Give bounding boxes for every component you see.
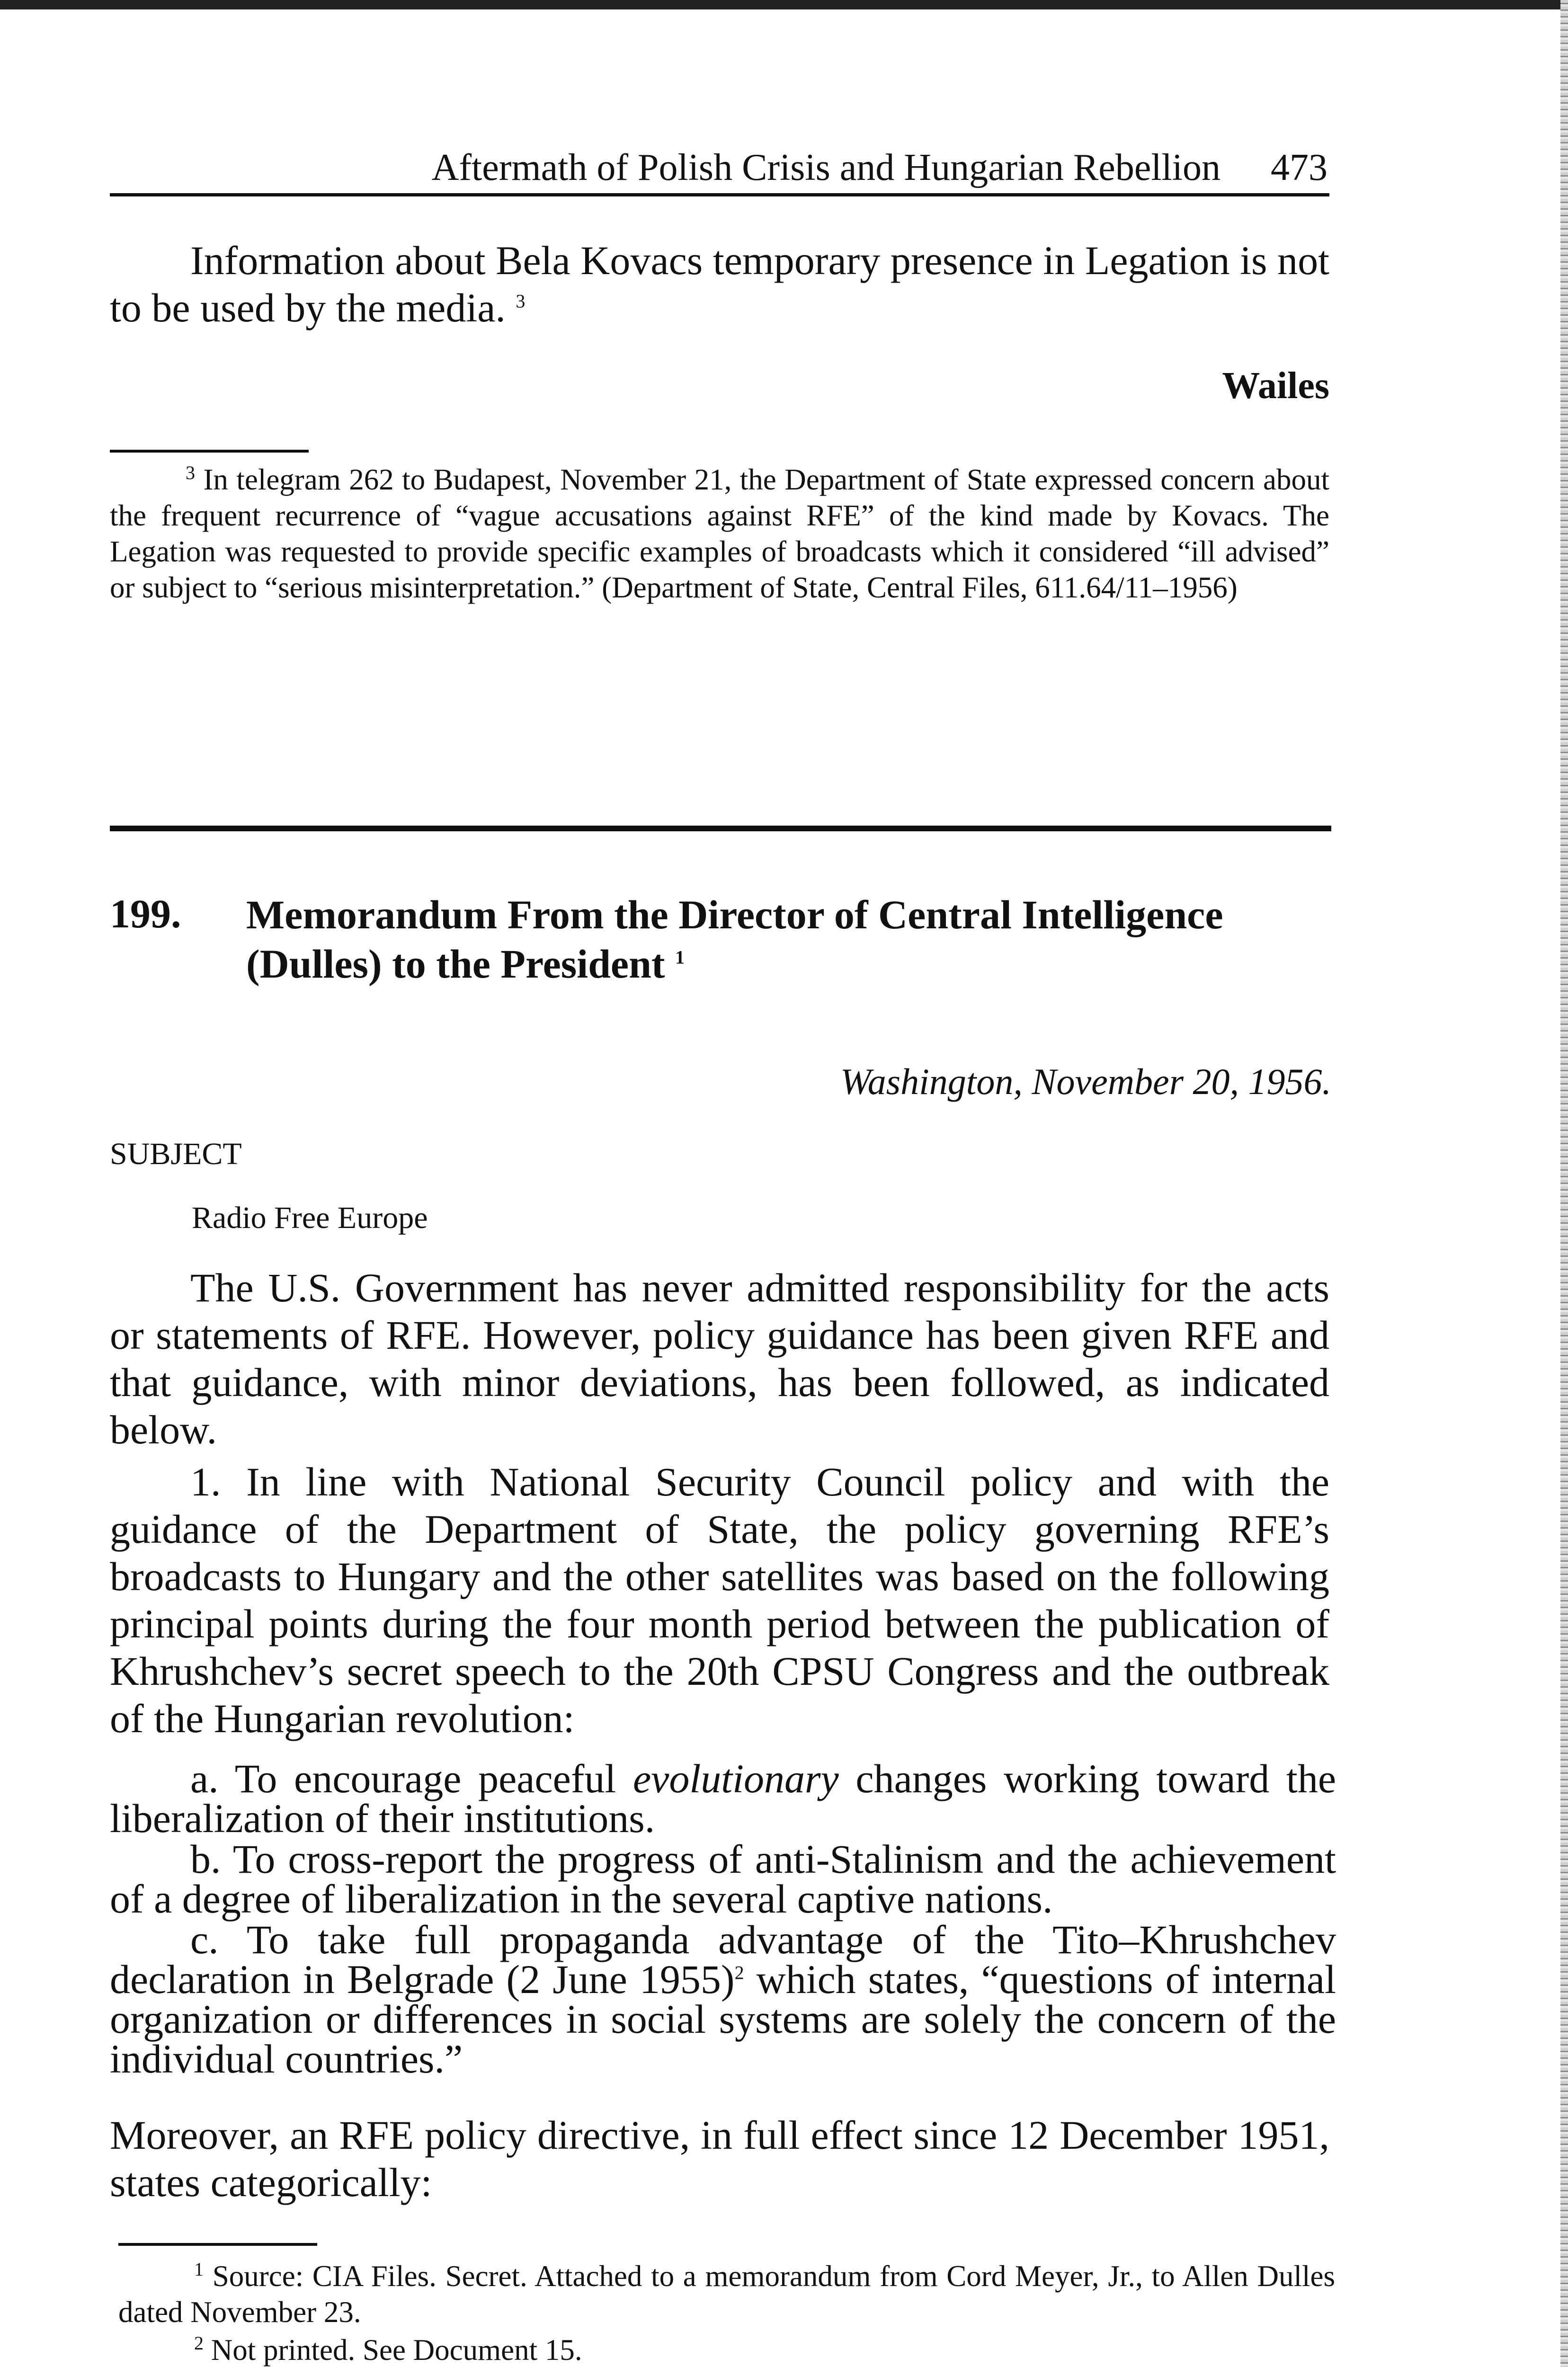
page-number: 473 <box>1271 147 1327 188</box>
point-1-paragraph: 1. In line with National Security Council policy and with the guidance of the Department of State, the policy governing RFE’s broadcasts to Hungary and the other satellites was based on the following principal points during the four month period between the publication of Khrushchev’s secret speech to the 20th CPSU Congress and the outbreak of the Hungarian revolution: <box>110 1459 1329 1741</box>
list-item-c <box>110 1917 1336 2082</box>
prev-doc-paragraph-text: Information about Bela Kovacs temporary presence in Legation is not to be used by the media. <box>110 238 1329 330</box>
running-header <box>110 137 1329 196</box>
footnote-1-mark: 1 <box>194 2259 204 2280</box>
section-divider <box>110 826 1331 831</box>
subject-label: SUBJECT <box>110 1137 242 1171</box>
document-number: 199. <box>110 891 181 936</box>
footnote-2-text: Not printed. See Document 15. <box>211 2333 582 2367</box>
footnote-ref-1: 1 <box>675 946 685 968</box>
subject-value: Radio Free Europe <box>192 1201 428 1235</box>
document-title-text: Memorandum From the Director of Central Intelligence (Dulles) to the President <box>246 892 1223 987</box>
footnote-2-mark: 2 <box>194 2332 204 2354</box>
footnote-3-text: In telegram 262 to Budapest, November 21, the Department of State expressed concern about the frequent recurrence of “vague accusations against RFE” of the kind made by Kovacs. The Legation was requested to provide specific examples of broadcasts which it considered “ill advised” or subject to “serious misinterpretation.” (Department of State, Central Files, 611.64/11–1956) <box>110 463 1329 604</box>
item-c-after: which states, “questions of internal organization or differences in social systems are solely the concern of the individual countries.” <box>110 1957 1336 2082</box>
footnote-rule-2 <box>118 2243 317 2246</box>
footnote-ref-2: 2 <box>734 1962 744 1984</box>
footnote-ref-3: 3 <box>516 290 526 312</box>
document-title <box>246 890 1335 988</box>
footnote-3-mark: 3 <box>186 462 195 483</box>
footnote-1-text: Source: CIA Files. Secret. Attached to a memorandum from Cord Meyer, Jr., to Allen Dulles dated November 23. <box>118 2260 1335 2329</box>
closing-paragraph: Moreover, an RFE policy directive, in full effect since 12 December 1951, states categorically: <box>110 2112 1329 2205</box>
footnote-rule <box>110 450 309 453</box>
item-a-emphasis: evolutionary <box>633 1756 839 1801</box>
intro-paragraph: The U.S. Government has never admitted responsibility for the acts or statements of RFE. However, policy guidance has been given RFE and that guidance, with minor deviations, has been followed, as indicated below. <box>110 1265 1329 1452</box>
item-c-before: c. To take full propaganda advantage of the Tito–Khrushchev declaration in Belgrade (2 June 1955) <box>110 1917 1336 2002</box>
page-edge <box>1560 0 1568 2367</box>
signature: Wailes <box>1222 365 1329 407</box>
item-a-before: a. To encourage peaceful <box>190 1756 633 1801</box>
top-scan-border <box>0 0 1568 9</box>
dateline: Washington, November 20, 1956. <box>840 1061 1331 1102</box>
footnote-2 <box>118 2332 1335 2367</box>
footnote-1 <box>118 2258 1335 2330</box>
item-a-after: changes working toward the liberalization of their institutions. <box>110 1756 1336 1841</box>
prev-doc-paragraph <box>110 237 1329 331</box>
footnote-3 <box>110 462 1329 605</box>
header-title: Aftermath of Polish Crisis and Hungarian Rebellion <box>431 147 1221 188</box>
list-item-b: b. To cross-report the progress of anti-Stalinism and the achievement of a degree of liberalization in the several captive nations. <box>110 1836 1336 1922</box>
list-item-a <box>110 1756 1336 1841</box>
